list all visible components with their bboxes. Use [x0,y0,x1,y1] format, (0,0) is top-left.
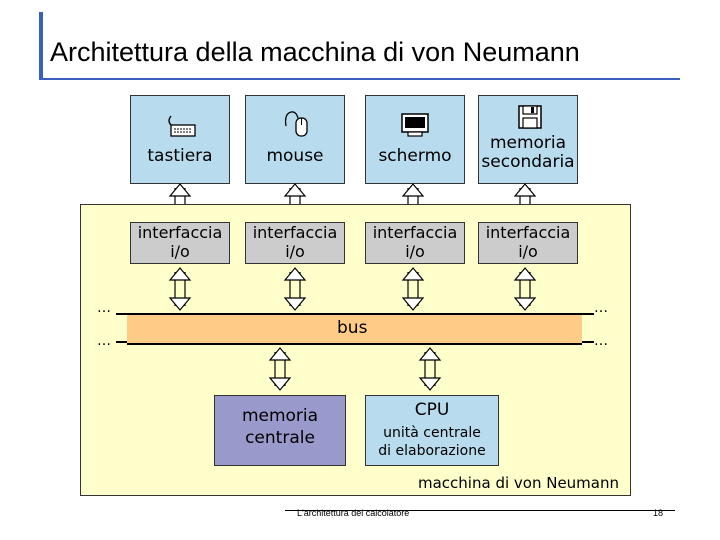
interface-label-line2: i/o [285,242,305,261]
device-label: schermo [378,146,452,166]
interface-label-line1: interfaccia [372,223,458,242]
device-label: tastiera [147,146,213,166]
device-label: mouse [266,146,324,166]
arrow-iface-bus-4 [515,268,535,310]
page-number: 18 [653,508,664,518]
main-memory-label-line2: centrale [245,428,315,448]
interface-label-line2: i/o [518,242,538,261]
arrow-iface-bus-3 [403,268,423,310]
cpu-title: CPU [414,400,450,420]
interface-label-line1: interfaccia [137,223,223,242]
cpu-description-line1: unità centrale [383,425,481,441]
bus-continuation-dots: … [97,300,113,316]
arrow-iface-bus-2 [285,268,305,310]
arrow-bus-memory [270,348,290,390]
cpu-box [365,395,499,466]
arrow-iface-bus-1 [170,268,190,310]
arrow-bus-cpu [420,348,440,390]
bus-label: bus [337,318,368,338]
interface-label-line1: interfaccia [485,223,571,242]
footer-text: L'architettura del calcolatore [297,508,410,518]
device-label-line2: secondaria [481,152,575,172]
interface-label-line2: i/o [170,242,190,261]
bus-continuation-dots: … [594,300,610,316]
slide-title: Architettura della macchina di von Neumann [50,37,580,67]
cpu-description-line2: di elaborazione [378,443,486,459]
main-memory-label-line1: memoria [241,406,319,426]
bus-continuation-dots: … [594,333,610,349]
machine-caption: macchina di von Neumann [418,474,619,492]
cpu-description [366,424,498,460]
interface-label-line1: interfaccia [252,223,338,242]
device-label-line1: memoria [489,133,567,153]
interface-label-line2: i/o [405,242,425,261]
main-memory-box [214,395,346,466]
bus-continuation-dots: … [97,333,113,349]
